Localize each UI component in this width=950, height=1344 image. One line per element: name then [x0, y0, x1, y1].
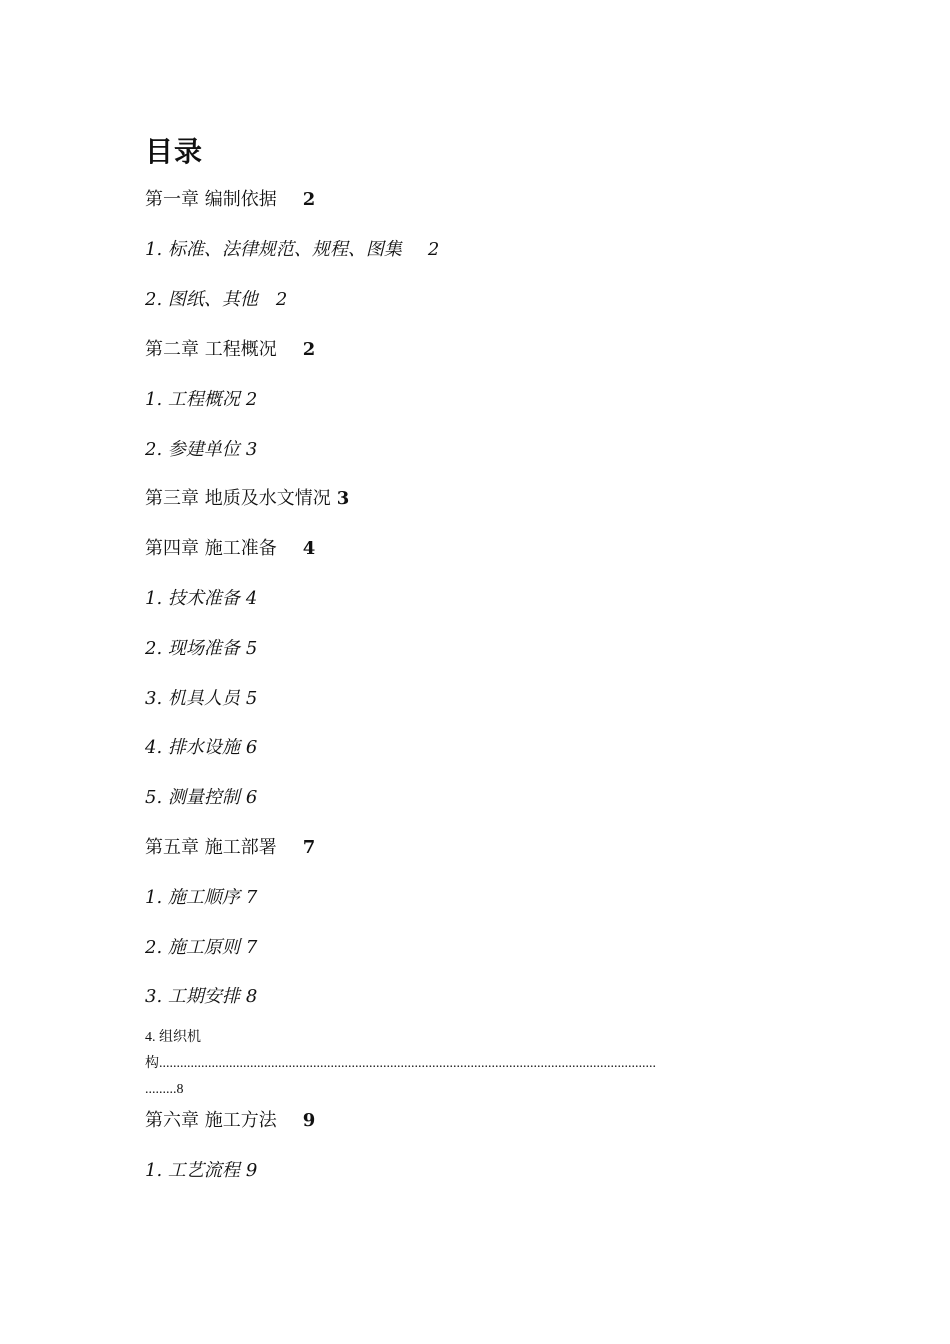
toc-entry-page: 3	[245, 439, 258, 460]
toc-entry-label: 3. 机具人员	[145, 688, 240, 709]
toc-entry-5-2[interactable]	[145, 937, 257, 959]
toc-entry-6-1[interactable]	[145, 1160, 257, 1182]
toc-entry-label: 5. 测量控制	[145, 787, 240, 808]
toc-entry-5-3[interactable]	[145, 986, 257, 1008]
toc-entry-2-2[interactable]	[145, 439, 257, 461]
toc-title: 目录	[145, 135, 204, 168]
toc-entry-page: 9	[245, 1160, 258, 1181]
toc-entry-2-1[interactable]	[145, 389, 257, 411]
toc-entry-label: 2. 施工原则	[145, 937, 240, 958]
toc-entry-4-3[interactable]	[145, 688, 257, 710]
toc-entry-label: 第三章 地质及水文情况	[145, 488, 331, 509]
toc-entry-4-1[interactable]	[145, 588, 257, 610]
toc-entry-label: 2. 图纸、其他	[145, 289, 258, 310]
toc-entry-label-line1: 4. 组织机	[145, 1030, 201, 1045]
toc-leader-dots-tail: .........	[145, 1082, 177, 1097]
toc-entry-4-5[interactable]	[145, 787, 257, 809]
toc-entry-page-line	[145, 1077, 810, 1103]
toc-entry-label: 1. 标准、法律规范、规程、图集	[145, 239, 402, 260]
toc-entry-page: 6	[245, 737, 258, 758]
toc-leader-dots: ..............................................................................................................................................	[159, 1056, 656, 1071]
toc-entry-label-tail: 构	[145, 1056, 159, 1071]
toc-entry-5-1[interactable]	[145, 887, 257, 909]
toc-entry-page: 5	[245, 688, 258, 709]
toc-entry-4-4[interactable]	[145, 737, 257, 759]
toc-entry-chapter-5[interactable]	[145, 837, 315, 859]
toc-entry-chapter-6[interactable]	[145, 1110, 315, 1132]
toc-entry-page: 8	[176, 1082, 184, 1097]
toc-entry-label: 第一章 编制依据	[145, 189, 277, 210]
toc-entry-page: 6	[245, 787, 258, 808]
toc-entry-chapter-2[interactable]	[145, 339, 315, 361]
toc-entry-page: 5	[245, 638, 258, 659]
toc-entry-label: 第二章 工程概况	[145, 339, 277, 360]
toc-entry-5-4[interactable]	[145, 1025, 810, 1103]
toc-entry-page: 2	[245, 389, 258, 410]
toc-entry-label: 2. 参建单位	[145, 439, 240, 460]
toc-entry-page: 9	[302, 1110, 316, 1131]
toc-entry-page: 7	[245, 887, 258, 908]
toc-entry-page: 7	[302, 837, 316, 858]
toc-entry-label: 1. 工艺流程	[145, 1160, 240, 1181]
toc-entry-page: 2	[302, 189, 316, 210]
toc-entry-label-line2	[145, 1051, 810, 1077]
toc-entry-1-1[interactable]	[145, 239, 439, 261]
toc-entry-label: 3. 工期安排	[145, 986, 240, 1007]
toc-entry-label: 1. 技术准备	[145, 588, 240, 609]
toc-entry-label: 第四章 施工准备	[145, 538, 277, 559]
toc-entry-page: 8	[245, 986, 258, 1007]
toc-entry-label: 1. 工程概况	[145, 389, 240, 410]
toc-entry-page: 4	[302, 538, 316, 559]
toc-entry-4-2[interactable]	[145, 638, 257, 660]
toc-entry-page: 3	[336, 488, 350, 509]
toc-entry-chapter-4[interactable]	[145, 538, 315, 560]
toc-entry-1-2[interactable]	[145, 289, 287, 311]
toc-entry-chapter-1[interactable]	[145, 189, 315, 211]
toc-entry-page: 2	[302, 339, 316, 360]
toc-entry-page: 7	[245, 937, 258, 958]
toc-entry-label: 2. 现场准备	[145, 638, 240, 659]
toc-entry-label: 4. 排水设施	[145, 737, 240, 758]
toc-entry-label: 1. 施工顺序	[145, 887, 240, 908]
toc-entry-page: 2	[427, 239, 440, 260]
toc-entry-page: 4	[245, 588, 258, 609]
toc-entry-label: 第五章 施工部署	[145, 837, 277, 858]
toc-entry-label: 第六章 施工方法	[145, 1110, 277, 1131]
toc-entry-page: 2	[275, 289, 288, 310]
toc-entry-chapter-3[interactable]	[145, 488, 349, 510]
